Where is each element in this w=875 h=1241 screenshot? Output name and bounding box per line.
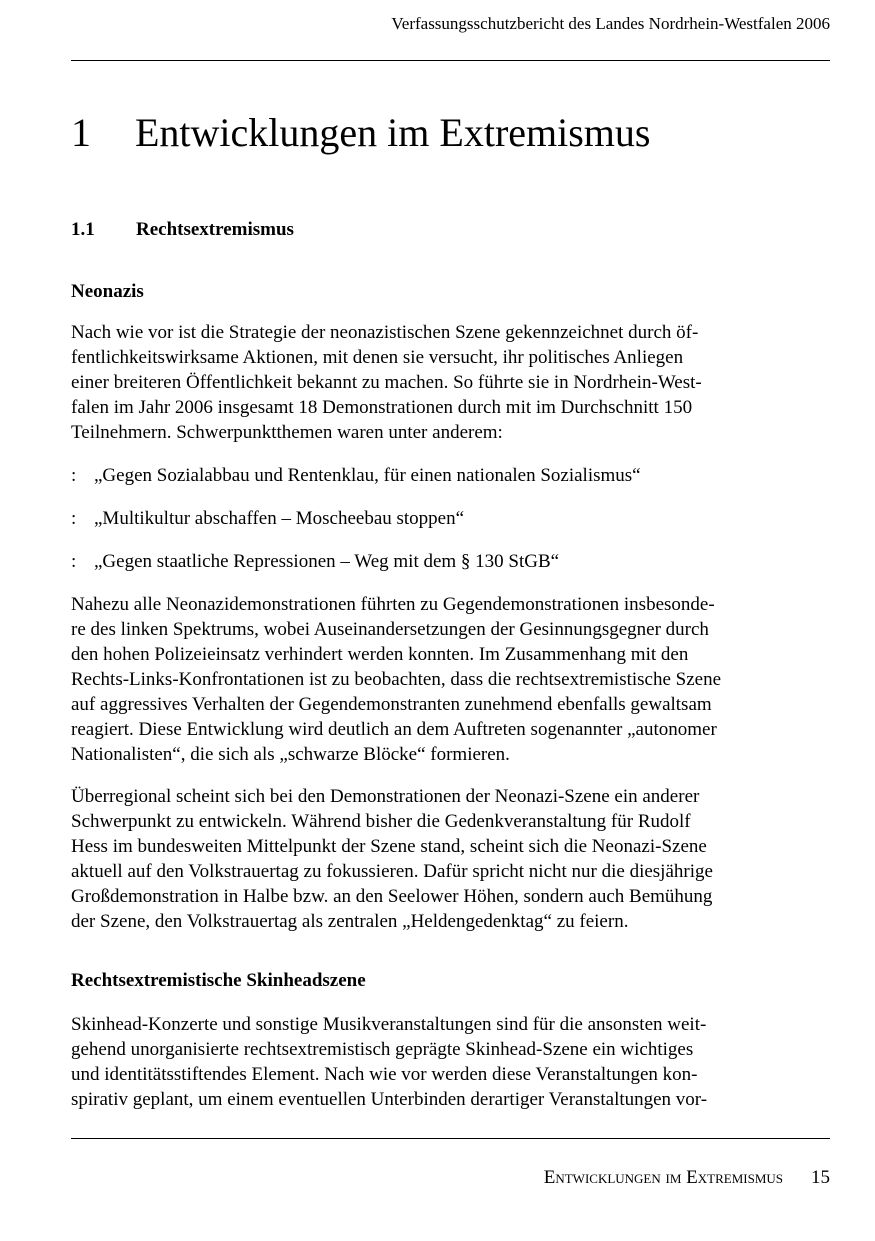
list-item-text: „Multikultur abschaffen – Moscheebau stoppen“ — [94, 508, 465, 529]
running-footer — [544, 1166, 830, 1190]
bullet-marker: : — [71, 508, 77, 529]
neonazis-paragraph-2 — [71, 592, 801, 767]
text-line: Skinhead-Konzerte und sonstige Musikveranstaltungen sind für die ansonsten weit- — [71, 1014, 707, 1035]
list-item — [71, 506, 801, 531]
text-line: Nach wie vor ist die Strategie der neonazistischen Szene gekennzeichnet durch öf- — [71, 322, 699, 343]
neonazis-intro-paragraph — [71, 320, 801, 445]
list-item-text: „Gegen Sozialabbau und Rentenklau, für einen nationalen Sozialismus“ — [94, 465, 641, 486]
neonazis-paragraph-3 — [71, 784, 801, 934]
skinheads-heading: Rechtsextremistische Skinheadszene — [71, 970, 366, 991]
text-line: aktuell auf den Volkstrauertag zu fokussieren. Dafür spricht nicht nur die diesjährige — [71, 861, 713, 882]
bullet-marker: : — [71, 465, 77, 486]
text-line: Hess im bundesweiten Mittelpunkt der Szene stand, scheint sich die Neonazi-Szene — [71, 836, 707, 857]
text-line: den hohen Polizeieinsatz verhindert werden konnten. Im Zusammenhang mit den — [71, 644, 689, 665]
text-line: der Szene, den Volkstrauertag als zentralen „Heldengedenktag“ zu feiern. — [71, 911, 629, 932]
text-line: und identitätsstiftendes Element. Nach wie vor werden diese Veranstaltungen kon- — [71, 1064, 698, 1085]
text-line: Überregional scheint sich bei den Demonstrationen der Neonazi-Szene ein anderer — [71, 786, 700, 807]
skinheads-paragraph — [71, 1012, 801, 1112]
chapter-number: 1 — [71, 110, 91, 155]
section-number: 1.1 — [71, 219, 95, 240]
text-line: Teilnehmern. Schwerpunktthemen waren unter anderem: — [71, 422, 503, 443]
text-line: reagiert. Diese Entwicklung wird deutlich an dem Auftreten sogenannter „autonomer — [71, 719, 717, 740]
footer-title: Entwicklungen im Extremismus — [543, 1167, 783, 1188]
header-rule — [71, 60, 830, 61]
text-line: Schwerpunkt zu entwickeln. Während bisher die Gedenkveranstaltung für Rudolf — [71, 811, 691, 832]
text-line: fentlichkeitswirksame Aktionen, mit denen sie versucht, ihr politisches Anliegen — [71, 347, 684, 368]
bullet-marker: : — [71, 551, 77, 572]
text-line: Nahezu alle Neonazidemonstrationen führten zu Gegendemonstrationen insbesonde- — [71, 594, 715, 615]
text-line: einer breiteren Öffentlichkeit bekannt zu machen. So führte sie in Nordrhein-West- — [71, 372, 702, 393]
chapter-heading — [71, 108, 651, 158]
neonazis-heading: Neonazis — [71, 281, 144, 302]
footer-rule — [71, 1138, 830, 1139]
text-line: falen im Jahr 2006 insgesamt 18 Demonstrationen durch mit im Durchschnitt 150 — [71, 397, 693, 418]
list-item-text: „Gegen staatliche Repressionen – Weg mit dem § 130 StGB“ — [94, 551, 560, 572]
text-line: Großdemonstration in Halbe bzw. an den Seelower Höhen, sondern auch Bemühung — [71, 886, 713, 907]
page-number: 15 — [811, 1167, 830, 1188]
running-header: Verfassungsschutzbericht des Landes Nordrhein-Westfalen 2006 — [391, 14, 830, 33]
section-title: Rechtsextremismus — [136, 219, 294, 240]
text-line: spirativ geplant, um einem eventuellen Unterbinden derartiger Veranstaltungen vor- — [71, 1089, 708, 1110]
list-item — [71, 463, 801, 488]
text-line: auf aggressives Verhalten der Gegendemonstranten zunehmend ebenfalls gewaltsam — [71, 694, 712, 715]
text-line: Nationalisten“, die sich als „schwarze Blöcke“ formieren. — [71, 744, 510, 765]
section-heading — [71, 218, 294, 242]
list-item — [71, 549, 801, 574]
bullet-list — [71, 463, 801, 488]
text-line: Rechts-Links-Konfrontationen ist zu beobachten, dass die rechtsextremistische Szene — [71, 669, 722, 690]
text-line: re des linken Spektrums, wobei Auseinandersetzungen der Gesinnungsgegner durch — [71, 619, 709, 640]
text-line: gehend unorganisierte rechtsextremistisch geprägte Skinhead-Szene ein wichtiges — [71, 1039, 694, 1060]
chapter-title: Entwicklungen im Extremismus — [135, 110, 651, 155]
